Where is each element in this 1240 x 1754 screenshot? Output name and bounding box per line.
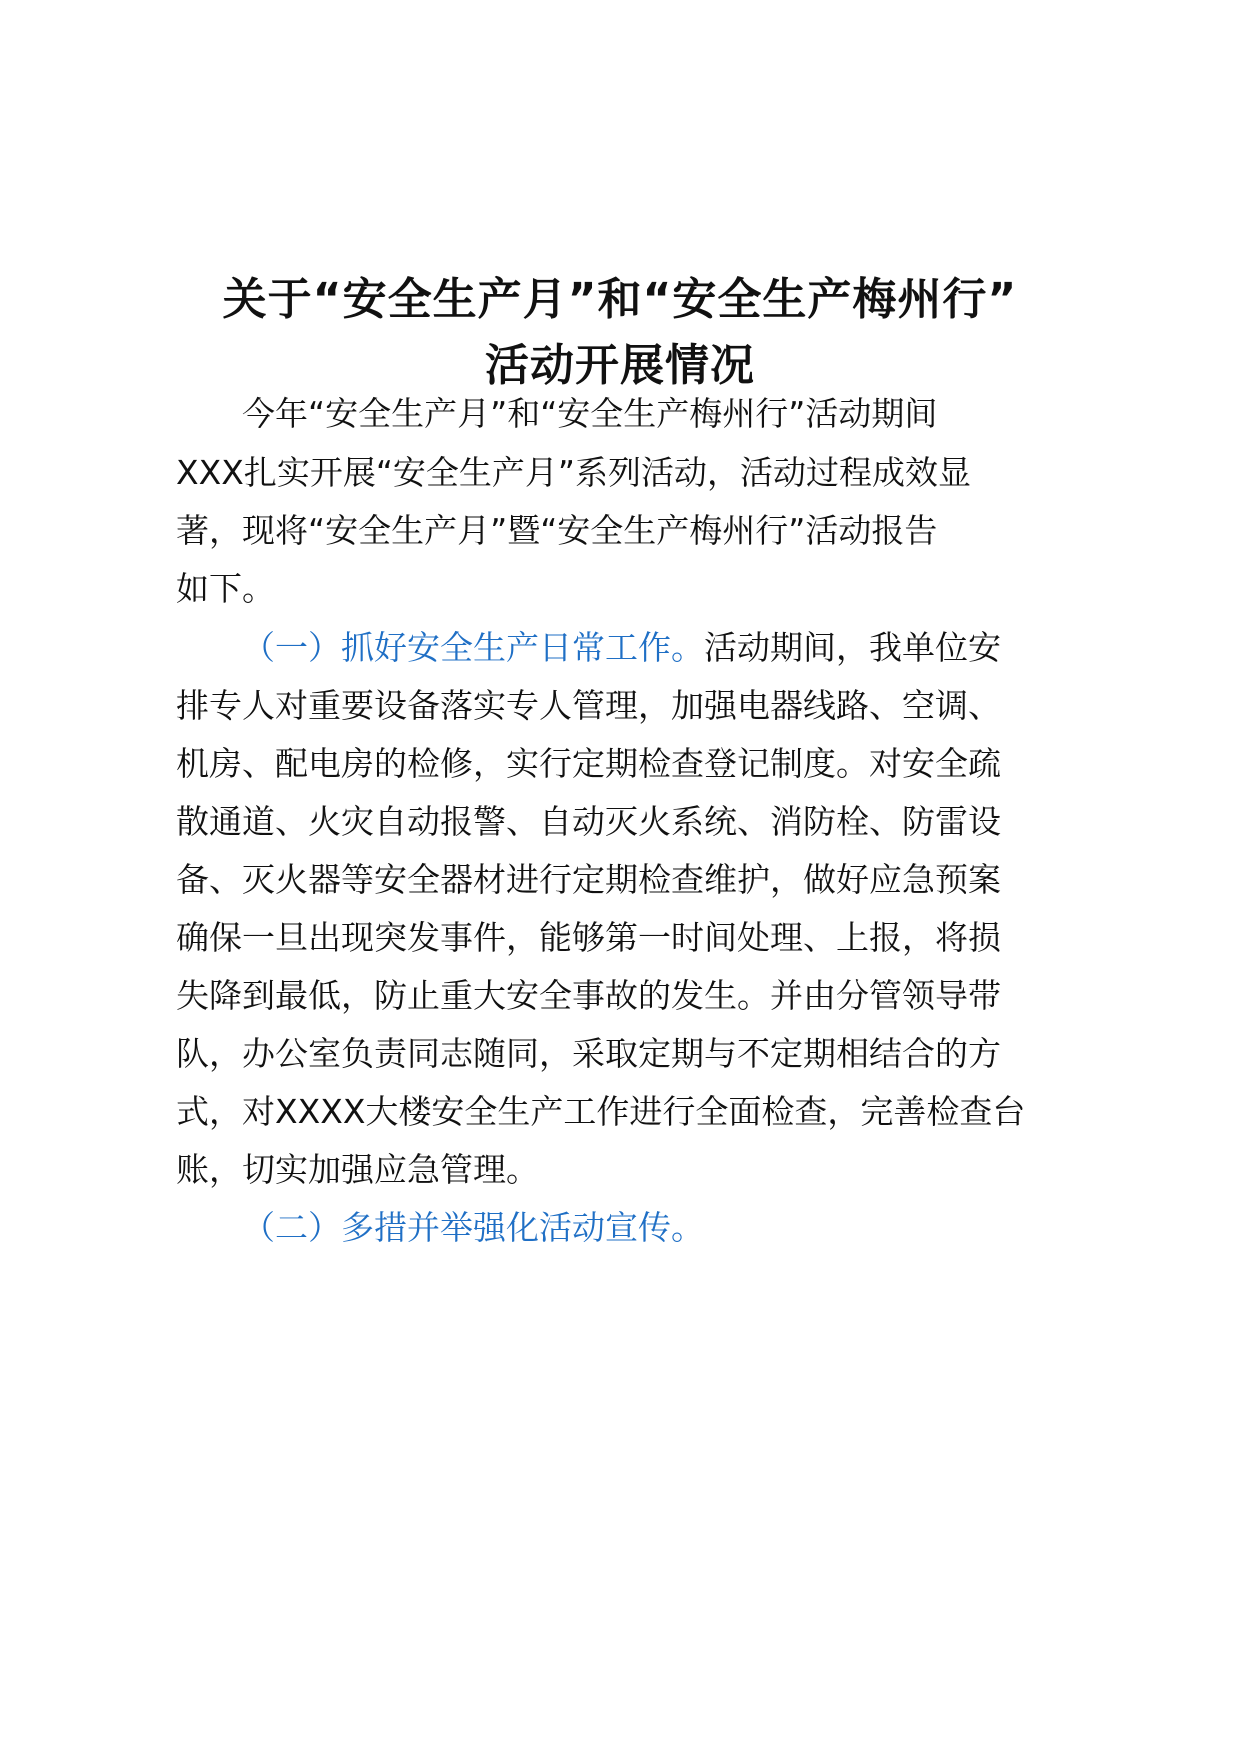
section1-line: 确保一旦出现突发事件，能够第一时间处理、上报，将损 <box>176 918 1001 957</box>
intro-paragraph-line: 今年“安全生产月”和“安全生产梅州行”活动期间 <box>242 394 938 433</box>
section1-line: 散通道、火灾自动报警、自动灭火系统、消防栓、防雷设 <box>176 802 1001 841</box>
document-title-line-1: 关于“安全生产月”和“安全生产梅州行” <box>222 274 1018 325</box>
intro-paragraph-line: 如下。 <box>176 569 275 608</box>
section1-line: 失降到最低，防止重大安全事故的发生。并由分管领导带 <box>176 976 1001 1015</box>
document-title-line-2: 活动开展情况 <box>485 340 755 391</box>
intro-paragraph-line: XXX扎实开展“安全生产月”系列活动，活动过程成效显 <box>176 453 972 492</box>
section1-first-line-text: 活动期间，我单位安 <box>704 628 1001 667</box>
intro-paragraph-line: 著，现将“安全生产月”暨“安全生产梅州行”活动报告 <box>176 511 938 550</box>
section2-heading: （二）多措并举强化活动宣传。 <box>242 1208 704 1247</box>
section1-heading: （一）抓好安全生产日常工作。 <box>242 628 704 667</box>
section1-line: 式，对XXXX大楼安全生产工作进行全面检查，完善检查台 <box>176 1092 1026 1131</box>
section1-line: 队，办公室负责同志随同，采取定期与不定期相结合的方 <box>176 1034 1001 1073</box>
section1-line: 账，切实加强应急管理。 <box>176 1150 539 1189</box>
section1-line: 备、灭火器等安全器材进行定期检查维护，做好应急预案 <box>176 860 1001 899</box>
section1-first-line <box>242 626 1001 670</box>
section1-line: 排专人对重要设备落实专人管理，加强电器线路、空调、 <box>176 686 1001 725</box>
section1-line: 机房、配电房的检修，实行定期检查登记制度。对安全疏 <box>176 744 1001 783</box>
